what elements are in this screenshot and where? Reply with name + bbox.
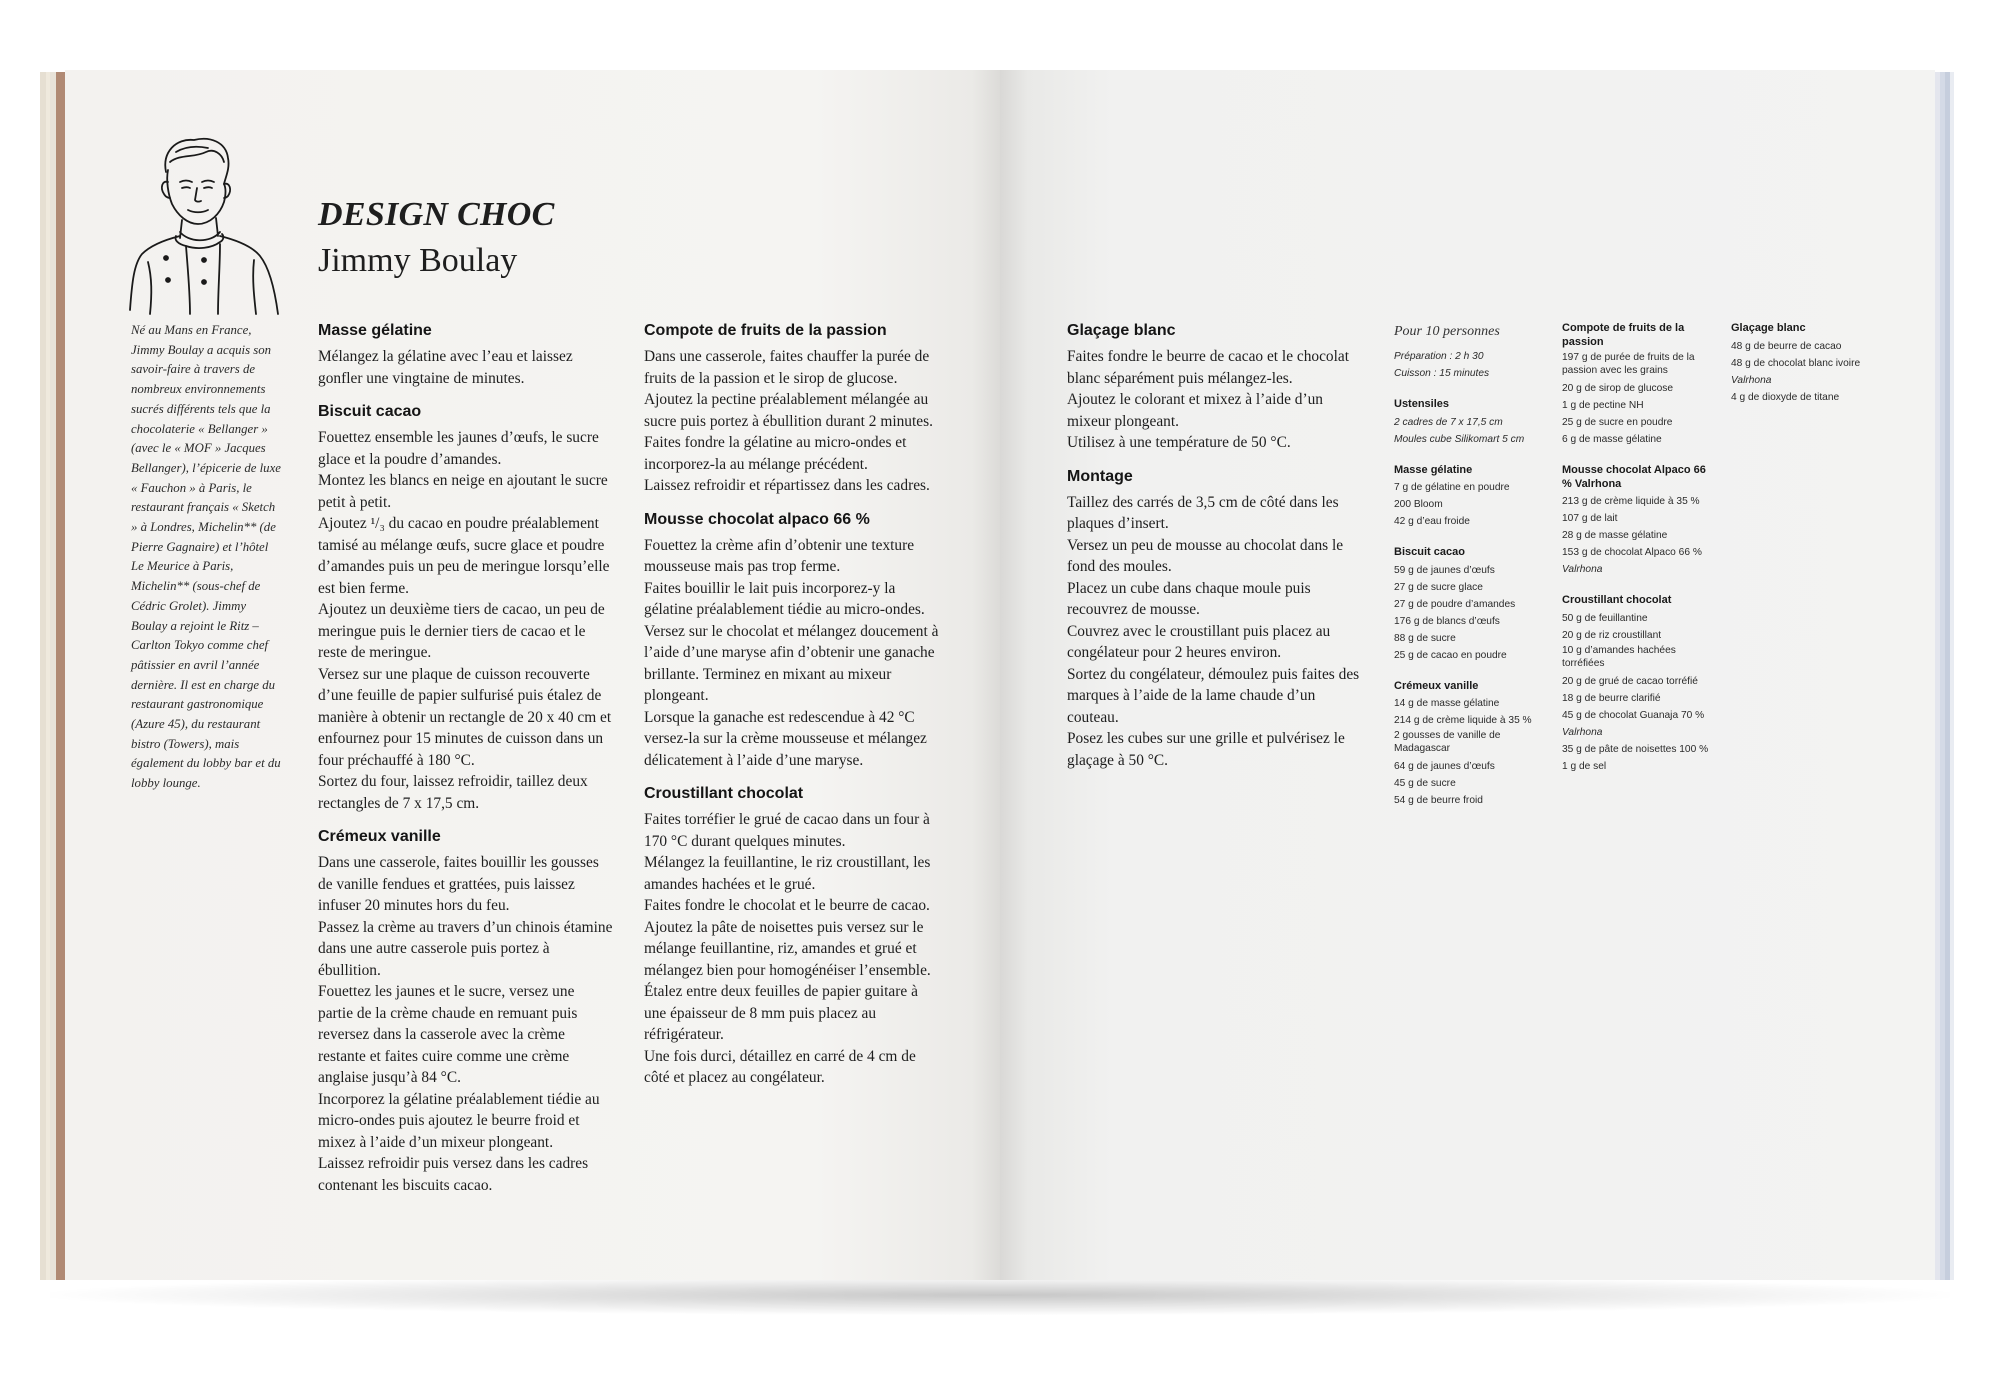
ingredient-item: 64 g de jaunes d’œufs — [1394, 761, 1495, 772]
ingredient-group-mousse — [1562, 464, 1712, 578]
ingredient-group-heading: Croustillant chocolat — [1562, 594, 1672, 606]
section-paragraph: Ajoutez la pâte de noisettes puis versez sur le mélange feuillantine, riz, amandes et grué et mélangez bien pour homogénéiser l’ensemble. — [644, 918, 931, 979]
section-paragraph: Mélangez la feuillantine, le riz croustillant, les amandes hachées et le grué. — [644, 854, 931, 893]
cover-edge-left — [56, 72, 65, 1280]
section-paragraph: Ajoutez le colorant et mixez à l’aide d’un mixeur plongeant. — [1067, 391, 1323, 430]
ingredient-item: Valrhona — [1731, 374, 1772, 386]
section-heading: Mousse chocolat alpaco 66 % — [644, 510, 870, 528]
ingredient-item: 59 g de jaunes d’œufs — [1394, 564, 1495, 576]
ingredient-item: 214 g de crème liquide à 35 % — [1394, 715, 1532, 726]
section-paragraph: Fouettez ensemble les jaunes d’œufs, le sucre glace et la poudre d’amandes. — [318, 429, 599, 468]
section-montage — [1067, 466, 1367, 772]
ingredients-column-2 — [1562, 322, 1712, 791]
ingredient-group-croustillant — [1562, 594, 1712, 775]
section-paragraph: Posez les cubes sur une grille et pulvérisez le glaçage à 50 °C. — [1067, 730, 1345, 769]
chef-portrait-illustration — [128, 132, 283, 317]
ingredient-item: 45 g de chocolat Guanaja 70 % — [1562, 709, 1705, 721]
section-heading: Biscuit cacao — [318, 403, 422, 420]
section-paragraph: Sortez du four, laissez refroidir, taillez deux rectangles de 7 x 17,5 cm. — [318, 773, 588, 812]
section-paragraph: Fouettez la crème afin d’obtenir une texture mousseuse mais pas trop ferme. — [644, 536, 915, 575]
section-paragraph: Fouettez les jaunes et le sucre, versez une partie de la crème chaude en remuant puis reversez dans la casserole avec la crème restante et faites cuire comme une crème anglaise jusqu’à 84 °C. — [318, 983, 578, 1086]
ingredient-item: 7 g de gélatine en poudre — [1394, 482, 1510, 493]
section-masse-gelatine — [318, 320, 613, 389]
instructions-column-2 — [644, 320, 940, 1101]
section-paragraph: Ajoutez ¹/₃ du cacao en poudre préalablement tamisé au mélange œufs, sucre glace et poudre d’amandes puis un peu de meringue lorsqu’elle est bien ferme. — [318, 515, 610, 597]
chef-name: Jimmy Boulay — [318, 242, 518, 279]
ingredient-item: Moules cube Silikomart 5 cm — [1394, 433, 1525, 445]
section-paragraph: Dans une casserole, faites chauffer la purée de fruits de la passion et le sirop de glucose. — [644, 348, 930, 387]
ingredient-group-masse-gelatine — [1394, 464, 1554, 531]
ingredient-item: 197 g de purée de fruits de la passion avec les grains — [1562, 352, 1695, 376]
ingredient-item: 14 g de masse gélatine — [1394, 698, 1500, 709]
section-paragraph: Taillez des carrés de 3,5 cm de côté dans les plaques d’insert. — [1067, 493, 1339, 532]
ingredient-group-ustensiles — [1394, 398, 1554, 448]
ingredient-group-glacage — [1731, 322, 1881, 406]
ingredient-group-heading: Biscuit cacao — [1394, 546, 1465, 558]
section-paragraph: Versez un peu de mousse au chocolat dans le fond des moules. — [1067, 536, 1344, 575]
ingredient-group-compote — [1562, 322, 1712, 448]
section-paragraph: Étalez entre deux feuilles de papier guitare à une épaisseur de 8 mm puis placez au réfrigérateur. — [644, 983, 918, 1043]
ingredient-group-heading: Ustensiles — [1394, 398, 1450, 410]
cooking-time: Cuisson : 15 minutes — [1394, 368, 1490, 379]
ingredient-item: 153 g de chocolat Alpaco 66 % — [1562, 547, 1702, 558]
section-mousse — [644, 509, 940, 772]
ingredient-item: Valrhona — [1562, 564, 1603, 575]
section-paragraph: Laissez refroidir puis versez dans les cadres contenant les biscuits cacao. — [318, 1155, 589, 1194]
ingredient-item: 10 g d’amandes hachées torréfiées — [1562, 644, 1676, 669]
section-paragraph: Passez la crème au travers d’un chinois étamine dans une autre casserole puis portez à ébullition. — [318, 918, 613, 979]
section-text: Mélangez la gélatine avec l’eau et laissez gonfler une vingtaine de minutes. — [318, 348, 573, 387]
section-heading: Montage — [1067, 467, 1133, 485]
ingredient-item: 27 g de poudre d’amandes — [1394, 598, 1516, 610]
section-croustillant — [644, 783, 940, 1089]
section-heading: Croustillant chocolat — [644, 785, 804, 802]
ingredient-item: 4 g de dioxyde de titane — [1731, 391, 1840, 403]
ingredient-item: 6 g de masse gélatine — [1562, 434, 1662, 445]
section-heading: Glaçage blanc — [1067, 322, 1176, 339]
ingredient-item: 35 g de pâte de noisettes 100 % — [1562, 743, 1709, 755]
ingredient-item: 88 g de sucre — [1394, 632, 1456, 644]
section-paragraph: Utilisez à une température de 50 °C. — [1067, 434, 1291, 451]
ingredient-item: 45 g de sucre — [1394, 778, 1456, 789]
ingredient-item: 27 g de sucre glace — [1394, 581, 1483, 593]
ingredient-group-heading: Compote de fruits de la passion — [1562, 322, 1685, 348]
ingredient-item: 107 g de lait — [1562, 513, 1618, 524]
section-paragraph: Faites bouillir le lait puis incorporez-y la gélatine préalablement tiédie au micro-ondes. — [644, 579, 925, 618]
section-heading: Crémeux vanille — [318, 828, 441, 845]
ingredients-column-3 — [1731, 322, 1881, 422]
section-paragraph: Faites torréfier le grué de cacao dans un four à 170 °C durant quelques minutes. — [644, 811, 930, 850]
ingredient-item: 42 g d’eau froide — [1394, 516, 1470, 527]
ingredient-item: 18 g de beurre clarifié — [1562, 692, 1661, 704]
ingredient-item: 176 g de blancs d’œufs — [1394, 615, 1500, 627]
section-paragraph: Versez sur le chocolat et mélangez doucement à l’aide d’une maryse afin d’obtenir une ganache brillante. Terminez en mixant au mixeur plongeant. — [644, 622, 939, 704]
section-paragraph: Sortez du congélateur, démoulez puis faites des marques à l’aide de la lame chaude d’un couteau. — [1067, 665, 1360, 726]
instructions-column-1 — [318, 320, 613, 1208]
ingredient-item: 25 g de sucre en poudre — [1562, 417, 1673, 428]
section-paragraph: Couvrez avec le croustillant puis placez au congélateur pour 2 heures environ. — [1067, 622, 1331, 661]
ingredient-item: 28 g de masse gélatine — [1562, 530, 1668, 541]
ingredient-group-heading: Crémeux vanille — [1394, 679, 1479, 692]
book-shadow — [50, 1275, 1950, 1315]
ingredient-item: 20 g de grué de cacao torréfié — [1562, 675, 1698, 687]
ingredients-column-1 — [1394, 322, 1554, 825]
section-heading: Compote de fruits de la passion — [644, 322, 887, 339]
section-paragraph: Laissez refroidir et répartissez dans les cadres. — [644, 477, 930, 494]
ingredient-item: 200 Bloom — [1394, 499, 1443, 510]
ingredient-item: 20 g de sirop de glucose — [1562, 383, 1674, 394]
ingredient-group-heading: Masse gélatine — [1394, 463, 1473, 476]
section-paragraph: Faites fondre la gélatine au micro-ondes et incorporez-la au mélange précédent. — [644, 434, 907, 473]
section-paragraph: Ajoutez un deuxième tiers de cacao, un peu de meringue puis le dernier tiers de cacao et le reste de meringue. — [318, 601, 605, 661]
section-paragraph: Une fois durci, détaillez en carré de 4 cm de côté et placez au congélateur. — [644, 1047, 916, 1086]
section-paragraph: Placez un cube dans chaque moule puis recouvrez de mousse. — [1067, 579, 1311, 618]
ingredient-item: 2 gousses de vanille de Madagascar — [1394, 730, 1501, 754]
ingredient-group-heading: Mousse chocolat Alpaco 66 % Valrhona — [1562, 464, 1706, 490]
ingredient-item: 213 g de crème liquide à 35 % — [1562, 496, 1700, 507]
chef-biography: Né au Mans en France, Jimmy Boulay a acquis son savoir-faire à travers de nombreux environnements sucrés différents tels que la chocolaterie « Bellanger » (avec le « MOF » Jacques Bellanger), l’épicerie de luxe « Fauchon » à Paris, le restaurant français « Sketch » à Londres, Michelin** (de Pierre Gagnaire) et l’hôtel Le Meurice à Paris, Michelin** (sous-chef de Cédric Grolet). Jimmy Boulay a rejoint le Ritz – Carlton Tokyo comme chef pâtissier en avril l’année dernière. Il est en charge du restaurant gastronomique (Azure 45), du restaurant bistro (Towers), mais également du lobby bar et du lobby lounge. — [131, 323, 281, 791]
ingredient-group-cremeux-vanille — [1394, 680, 1554, 810]
ingredient-item: 1 g de sel — [1562, 760, 1607, 772]
ingredient-item: 25 g de cacao en poudre — [1394, 649, 1507, 661]
book-title: DESIGN CHOC — [318, 196, 555, 233]
section-paragraph: Faites fondre le beurre de cacao et le chocolat blanc séparément puis mélangez-les. — [1067, 348, 1350, 387]
section-cremeux-vanille — [318, 826, 613, 1196]
section-paragraph: Faites fondre le chocolat et le beurre de cacao. — [644, 897, 930, 914]
section-paragraph: Versez sur une plaque de cuisson recouverte d’une feuille de papier sulfurisé puis étalez de manière à obtenir un rectangle de 20 x 40 cm et enfournez pour 15 minutes de cuisson dans un four préchauffé à 180 °C. — [318, 665, 612, 769]
section-compote — [644, 320, 940, 497]
section-glacage — [1067, 320, 1367, 454]
section-paragraph: Dans une casserole, faites bouillir les gousses de vanille fendues et grattées, puis laissez infuser 20 minutes hors du feu. — [318, 854, 599, 914]
ingredient-item: 48 g de chocolat blanc ivoire — [1731, 357, 1861, 369]
section-paragraph: Ajoutez la pectine préalablement mélangée au sucre puis portez à ébullition durant 2 minutes. — [644, 391, 933, 430]
ingredient-item: 54 g de beurre froid — [1394, 795, 1483, 806]
ingredient-item: 1 g de pectine NH — [1562, 400, 1644, 411]
preparation-time: Préparation : 2 h 30 — [1394, 351, 1484, 362]
page-edge — [1950, 72, 1954, 1280]
section-paragraph: Montez les blancs en neige en ajoutant le sucre petit à petit. — [318, 472, 608, 511]
ingredient-group-heading: Glaçage blanc — [1731, 322, 1806, 334]
ingredient-item: Valrhona — [1562, 726, 1603, 738]
instructions-column-3 — [1067, 320, 1367, 783]
section-paragraph: Lorsque la ganache est redescendue à 42 °C versez-la sur la crème mousseuse et mélangez délicatement à l’aide d’une maryse. — [644, 708, 927, 769]
ingredient-item: 48 g de beurre de cacao — [1731, 340, 1842, 352]
section-heading: Masse gélatine — [318, 322, 432, 339]
ingredient-item: 20 g de riz croustillant — [1562, 629, 1662, 641]
ingredient-group-biscuit-cacao — [1394, 546, 1554, 664]
ingredient-item: 2 cadres de 7 x 17,5 cm — [1394, 416, 1503, 428]
servings: Pour 10 personnes — [1394, 324, 1500, 339]
section-paragraph: Incorporez la gélatine préalablement tiédie au micro-ondes puis ajoutez le beurre froid et mixez à l’aide d’un mixeur plongeant. — [318, 1090, 600, 1151]
ingredient-item: 50 g de feuillantine — [1562, 612, 1648, 624]
section-biscuit-cacao — [318, 401, 613, 814]
